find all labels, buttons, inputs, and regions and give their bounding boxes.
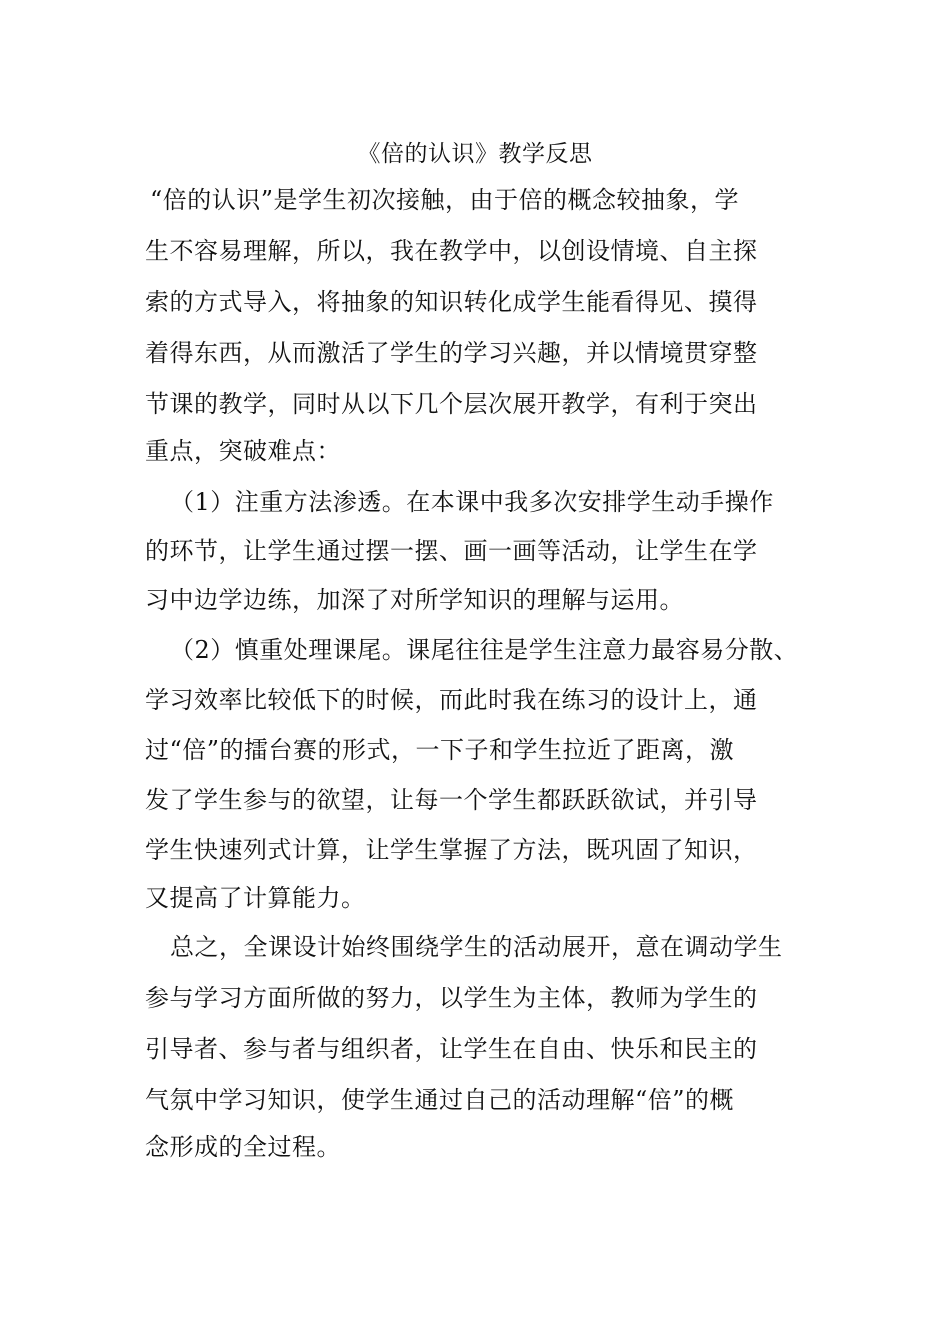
paragraph-1-line-1: “倍的认识”是学生初次接触，由于倍的概念较抽象，学 [150, 186, 740, 214]
paragraph-3-line-2: 学习效率比较低下的时候，而此时我在练习的设计上，通 [145, 686, 758, 714]
paragraph-2-line-1: （1）注重方法渗透。在本课中我多次安排学生动手操作 [170, 488, 774, 516]
paragraph-4-line-3: 引导者、参与者与组织者，让学生在自由、快乐和民主的 [145, 1035, 758, 1063]
paragraph-4-line-1: 总之，全课设计始终围绕学生的活动展开，意在调动学生 [170, 933, 783, 961]
paragraph-1-line-5: 节课的教学，同时从以下几个层次展开教学，有利于突出 [145, 390, 758, 418]
paragraph-1-line-3: 索的方式导入，将抽象的知识转化成学生能看得见、摸得 [145, 288, 758, 316]
paragraph-3-line-5: 学生快速列式计算，让学生掌握了方法，既巩固了知识， [145, 836, 758, 864]
paragraph-3-line-4: 发了学生参与的欲望，让每一个学生都跃跃欲试，并引导 [145, 786, 758, 814]
paragraph-1-line-2: 生不容易理解，所以，我在教学中，以创设情境、自主探 [145, 237, 758, 265]
paragraph-2-line-3: 习中边学边练，加深了对所学知识的理解与运用。 [145, 586, 684, 614]
paragraph-3-line-1: （2）慎重处理课尾。课尾往往是学生注意力最容易分散、 [170, 636, 799, 664]
paragraph-1-line-6: 重点，突破难点： [145, 437, 341, 465]
paragraph-3-line-6: 又提高了计算能力。 [145, 884, 366, 912]
paragraph-4-line-4: 气氛中学习知识，使学生通过自己的活动理解“倍”的概 [145, 1086, 735, 1114]
paragraph-3-line-3: 过“倍”的擂台赛的形式，一下子和学生拉近了距离，激 [145, 736, 735, 764]
paragraph-1-line-4: 着得东西，从而激活了学生的学习兴趣，并以情境贯穿整 [145, 339, 758, 367]
paragraph-4-line-2: 参与学习方面所做的努力，以学生为主体，教师为学生的 [145, 984, 758, 1012]
paragraph-4-line-5: 念形成的全过程。 [145, 1133, 341, 1161]
paragraph-2-line-2: 的环节，让学生通过摆一摆、画一画等活动，让学生在学 [145, 537, 758, 565]
document-title: 《倍的认识》教学反思 [357, 141, 593, 167]
